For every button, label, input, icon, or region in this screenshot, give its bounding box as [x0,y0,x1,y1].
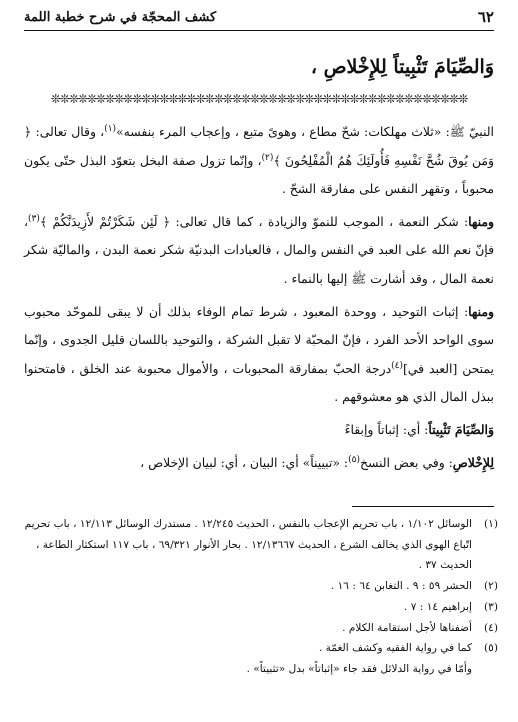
paragraph-lead: وَالصِّيَامَ تَثْبِيتاً [428,421,494,437]
footnote [24,597,498,618]
ornamental-separator: ❊❊❊❊❊❊❊❊❊❊❊❊❊❊❊❊❊❊❊❊❊❊❊❊❊❊❊❊❊❊❊❊❊❊❊❊❊❊❊❊❊❊❊❊❊❊ [50,92,468,106]
footnote-ref: (٤) [391,360,403,371]
paragraph-lead: لِلإِخْلاصِ [452,454,494,470]
main-text [24,118,494,481]
footnote-text: إبراهيم ١٤ : ٧ . [403,600,472,613]
footnote-number: (١) [484,518,498,530]
paragraph: ومنها: إثبات التوحيد ، ووحدة المعبود ، شرط تمام الوفاء بذلك أن لا يبقى للموحّد محبوب سوى الواحد الأحد الفرد ، فإنّ المحبّة لا تقبل الشركة ، والتوحيد باللسان قليل الجدوى ، وإنّما يمتحن [العبد في]$^{(٤)}$درجة الحبّ بمفارقة المحبوبات ، والأموال محبوبة عند الخلق ، فامتحنوا ببذل المال الذي هو معشوقهم . [24,303,495,405]
footnote-text: كما في رواية الفقيه وكشف الغمّة . [318,642,472,655]
footnote [24,514,498,576]
running-title: كشف المحجّة في شرح خطبة اللمة [24,9,217,25]
footnote-text: الوسائل ١/١٠٢ ، باب تحريم الإعجاب بالنفس ، الحديث ١٢/٢٤٥ . مستدرك الوسائل ١٢/١١٣ ، باب تحريم اتّباع الهوى الذي يخالف الشرع ، الحديث ١٢/١٣٦٦٧ . بحار الأنوار ٦٩/٣٢١ ، باب ١١٧ استكثار الطاعة ، الحديث ٣٧ . [24,518,472,572]
footnote [24,638,498,659]
footnote-text: أضفناها لأجل استقامة الكلام . [342,621,472,634]
footnote-number: (٣) [484,600,498,613]
footnotes [24,514,498,680]
footnote-ref: (٣) [28,213,40,224]
paragraph: ومنها: شكر النعمة ، الموجب للنموّ والزيادة ، كما قال تعالى: ﴿ لَئِن شَكَرْتُمْ لأَزِيدَنَّكُمْ ﴾$^{(٣)}$، فإنّ نعم الله على العبد في النفس والمال ، فالعبادات البدنيّة شكر نعمة البدن ، والماليّة شكر نعمة المال ، وقد أشارت ﷺ إليها بالنماء . [24,213,494,286]
paragraph-lead: ومنها [468,303,494,319]
footnote-number: (٤) [484,621,498,634]
paragraph: وَالصِّيَامَ تَثْبِيتاً: أي: إثباتاً وإبقاءً [344,421,494,437]
footnote [24,618,498,639]
footnote-text: الحشر ٥٩ : ٩ . التغابن ٦٤ : ١٦ . [330,580,472,593]
footnote-number: (٢) [484,580,498,593]
footnote-number: (٥) [484,642,498,655]
footnote-ref: (٥) [348,454,360,465]
section-heading: وَالصِّيَامَ تَثْبِيتاً لِلإِخْلاصِ ، [310,56,494,78]
page-header [24,4,494,31]
footnote-ref: (١) [104,123,117,134]
footnote-rule [352,506,494,507]
footnote [24,576,498,597]
footnote-continuation: وأمّا في رواية الدلائل فقد جاء «إثباتاً» بدل «تثبيتاً» . [246,662,472,675]
footnote-ref: (٢) [261,152,274,163]
paragraph-lead: ومنها [468,213,494,229]
paragraph: لِلإِخْلاصِ: وفي بعض النسخ$^{(٥)}$: «تبييناً» أي: البيان ، أي: لبيان الإخلاص ، [140,454,494,470]
page-number: ٦٢ [477,8,494,26]
paragraph: النبيّ ﷺ: «ثلاث مهلكات: شحّ مطاع ، وهوىً متبع ، وإعجاب المرء بنفسه»$^{(١)}$، وقال تعالى: ﴿ وَمَن يُوقَ شُحَّ نَفْسِهِ فَأُولَئِكَ هُمُ الْمُفْلِحُونَ ﴾$^{(٢)}$، وإنّما تزول صفة البخل بتعوّد البذل حتّى يكون محبوباً ، وتقهر النفس على مفارقة الشحّ . [24,123,494,197]
